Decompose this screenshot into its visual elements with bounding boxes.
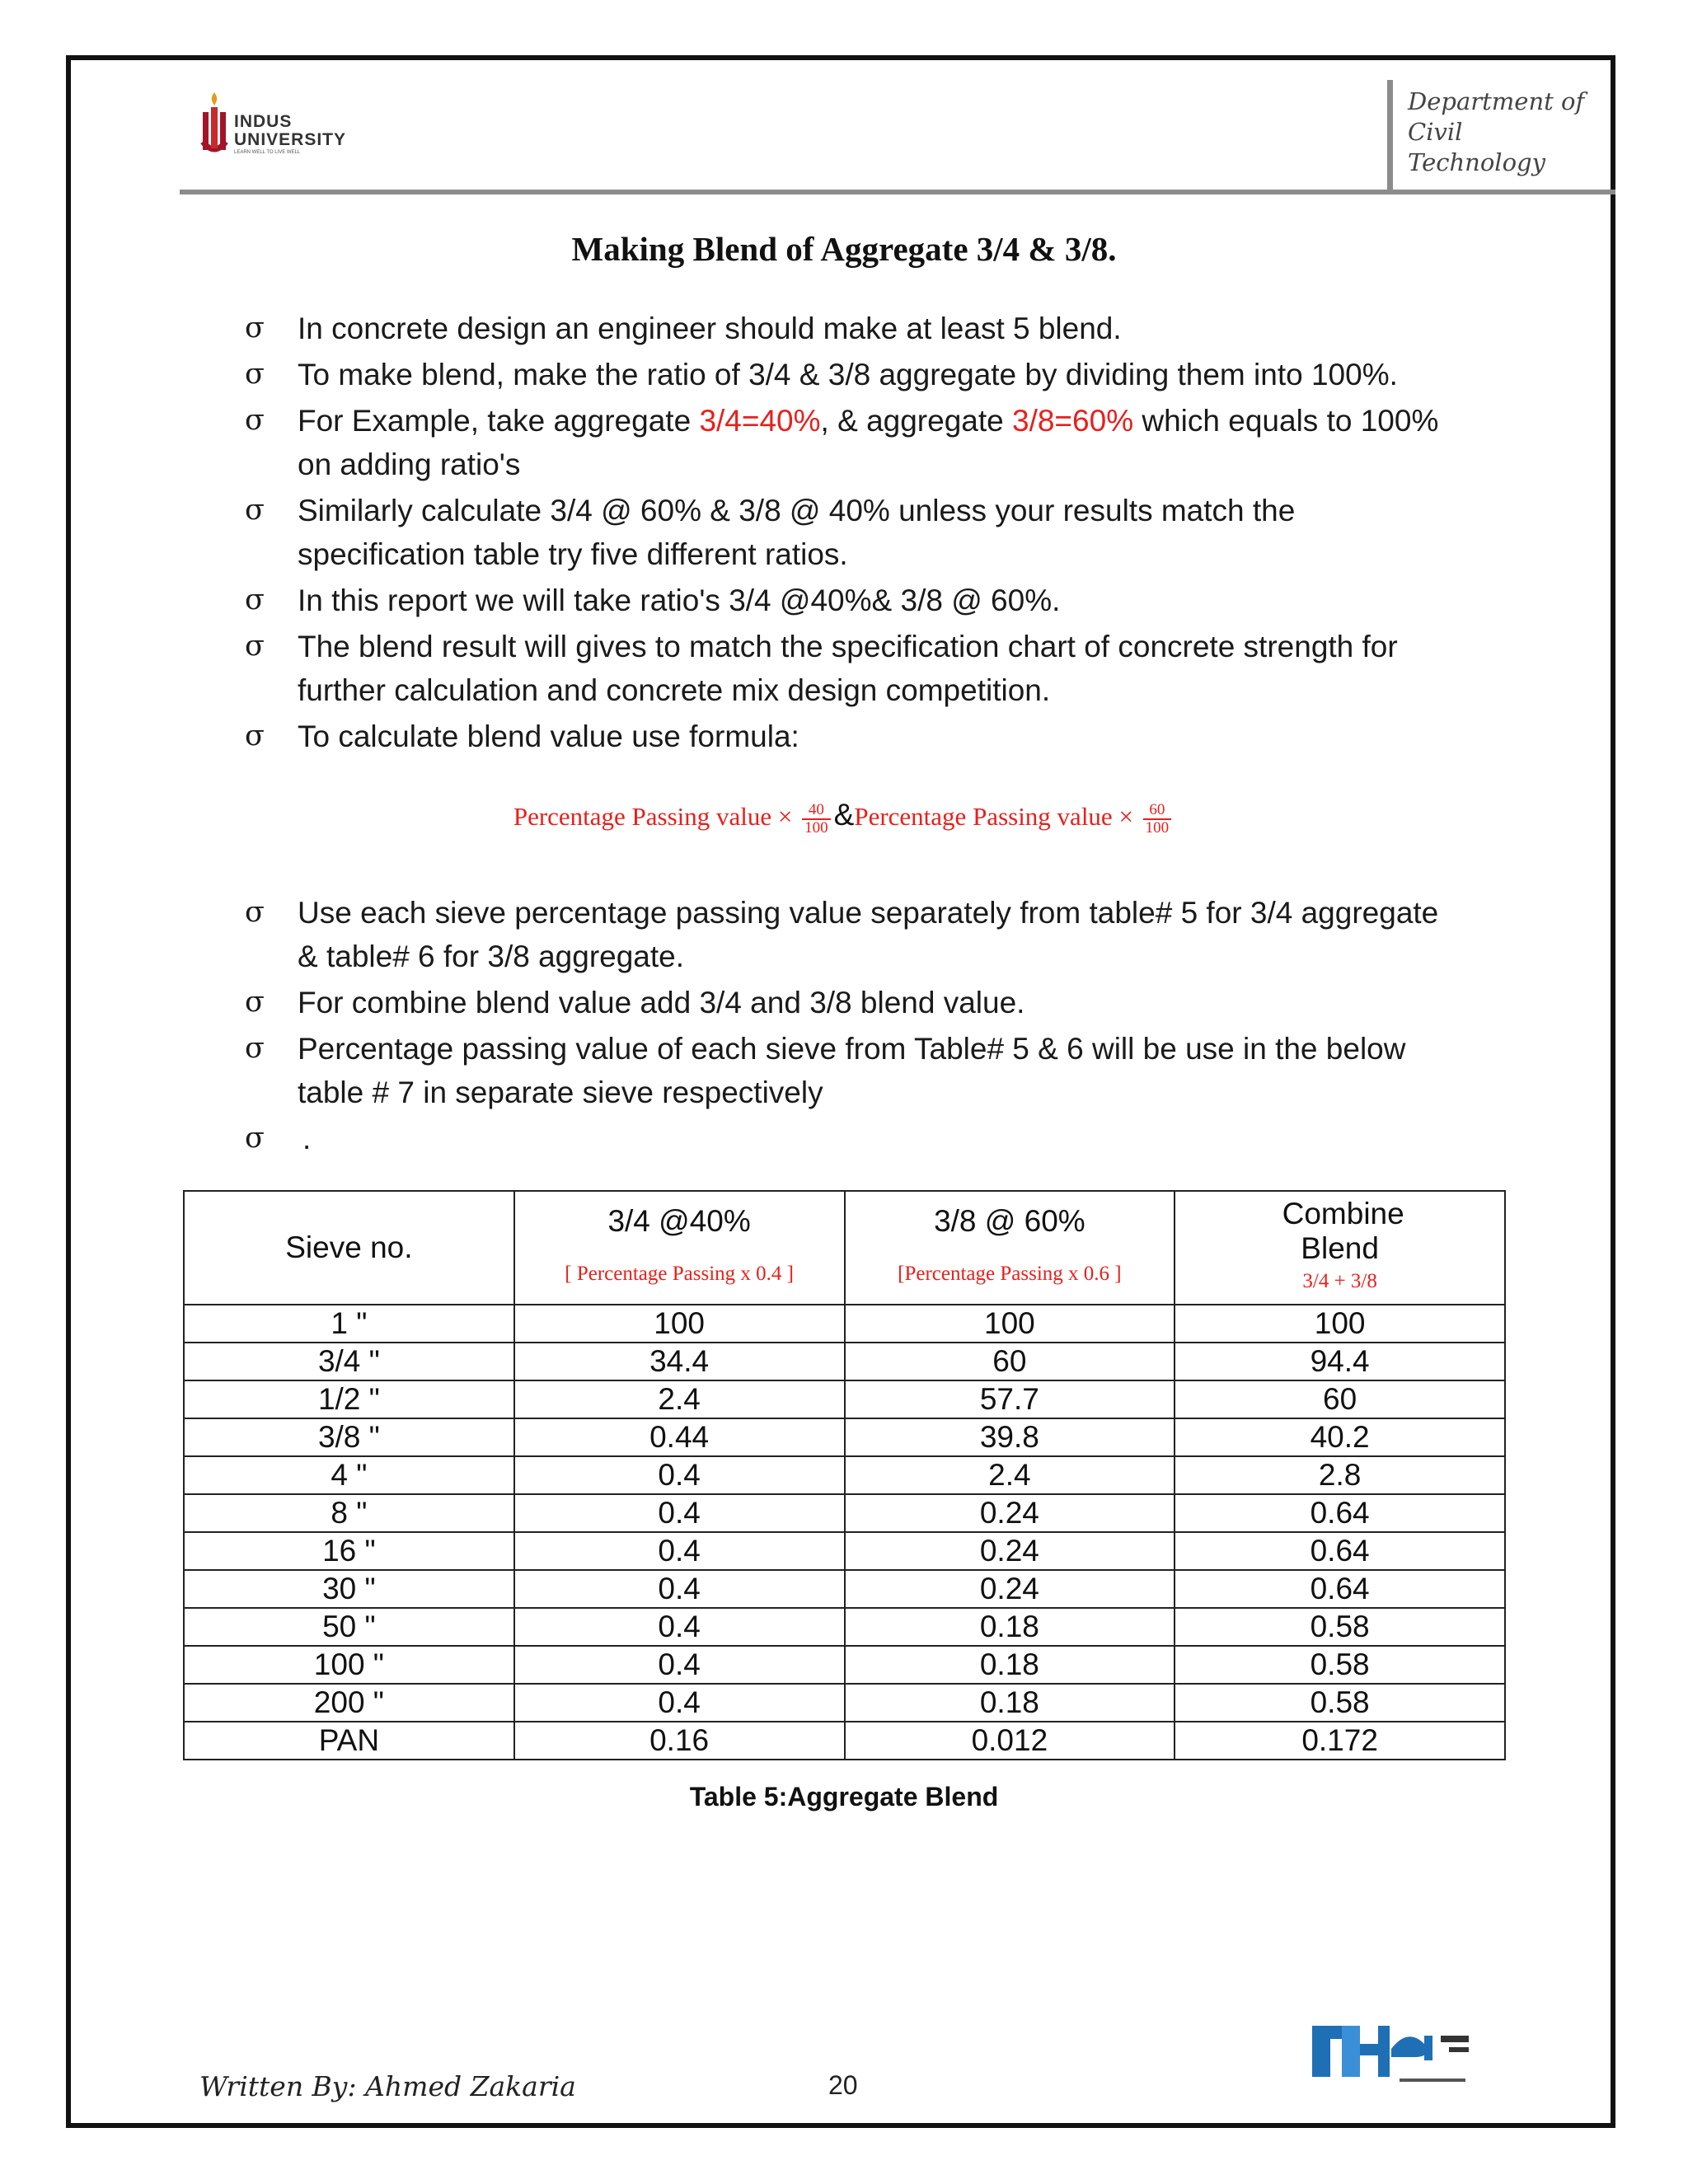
sieve-cell: 200 " [184,1684,514,1722]
bullet-symbol: σ [245,1032,265,1065]
bullet-text: which equals to 100% on adding ratio's [298,404,1439,481]
header-label: 3/8 @ 60% [934,1204,1085,1238]
bullet-text: Use each sieve percentage passing value separately from table# 5 for 3/4 aggregate & table# 6 for 3/8 aggregate. [298,896,1439,973]
logo-line2: UNIVERSITY [234,130,347,149]
combine-cell: 0.58 [1175,1608,1505,1646]
header-three-eighth [845,1191,1175,1305]
logo-tagline: LEARN WELL TO LIVE WELL [234,150,301,155]
combine-cell: 100 [1175,1305,1505,1343]
three-eighth-cell: 0.012 [845,1722,1175,1760]
bullet-item [245,1117,1465,1160]
three-eighth-cell: 0.18 [845,1608,1175,1646]
bullet-symbol: σ [245,312,265,344]
three-eighth-cell: 2.4 [845,1456,1175,1494]
bullet-text: The blend result will gives to match the specification chart of concrete strength for further calculation and concrete mix design competition. [298,630,1398,707]
table-row [184,1608,1505,1646]
bullet-symbol: σ [245,1122,265,1155]
bullet-text: Percentage passing value of each sieve from Table# 5 & 6 will be use in the below table # 7 in separate sieve respectively [298,1032,1406,1109]
bullet-symbol: σ [245,630,265,663]
table-header-row [184,1191,1505,1305]
bullet-text: , & aggregate [820,404,1012,438]
combine-cell: 94.4 [1175,1343,1505,1380]
three-quarter-cell: 0.4 [514,1494,845,1532]
bullet-text: For Example, take aggregate [298,404,700,438]
bullet-symbol: σ [245,986,265,1019]
fraction-denominator: 100 [804,818,828,837]
combine-cell: 0.64 [1175,1570,1505,1608]
three-quarter-cell: 0.4 [514,1646,845,1684]
indus-university-logo [198,91,363,157]
three-quarter-cell: 0.4 [514,1684,845,1722]
department-line: Department of [1408,87,1585,115]
bullet-symbol: σ [245,494,265,527]
aggregate-blend-table [183,1190,1506,1760]
three-eighth-cell: 0.18 [845,1684,1175,1722]
combine-cell: 0.58 [1175,1684,1505,1722]
bullet-symbol: σ [245,404,265,437]
university-emblem-icon [198,91,231,157]
footer-author: Written By: Ahmed Zakaria [199,2070,576,2102]
three-quarter-cell: 0.4 [514,1570,845,1608]
three-eighth-cell: 0.24 [845,1570,1175,1608]
three-eighth-cell: 0.18 [845,1646,1175,1684]
sieve-cell: PAN [184,1722,514,1760]
bullet-symbol: σ [245,358,265,391]
combine-cell: 0.64 [1175,1494,1505,1532]
page-number: 20 [828,2070,858,2100]
three-quarter-cell: 2.4 [514,1380,845,1418]
logo-line1: INDUS [234,112,293,131]
bullet-text: To make blend, make the ratio of 3/4 & 3/8 aggregate by dividing them into 100%. [298,358,1398,391]
combine-cell: 2.8 [1175,1456,1505,1494]
bullet-text: . [302,1122,312,1155]
table-row [184,1684,1505,1722]
header-divider-vertical [1387,80,1393,193]
department-line: Civil [1408,118,1463,146]
header-subtitle: [ Percentage Passing x 0.4 ] [565,1263,794,1285]
department-line: Technology [1408,148,1545,176]
department-label [1408,87,1584,178]
table-caption: Table 5:Aggregate Blend [689,1782,999,1811]
formula-fraction [802,802,831,837]
sieve-cell: 50 " [184,1608,514,1646]
combine-cell: 0.172 [1175,1722,1505,1760]
sieve-cell: 4 " [184,1456,514,1494]
bullet-item [245,307,1465,350]
formula-ampersand: & [833,798,855,832]
bullet-text: Similarly calculate 3/4 @ 60% & 3/8 @ 40% unless your results match the specification table try five different ratios. [298,494,1296,571]
page-title: Making Blend of Aggregate 3/4 & 3/8. [571,230,1117,268]
header-divider [180,190,1615,194]
bullet-item [245,625,1465,712]
bullet-symbol: σ [245,583,265,616]
header-subtitle: [Percentage Passing x 0.6 ] [898,1263,1122,1285]
header-label: 3/4 @40% [607,1204,751,1238]
bullet-item [245,489,1465,576]
formula-fraction [1143,802,1172,837]
bullet-item [245,981,1465,1024]
fraction-numerator: 60 [1143,802,1172,820]
table-row [184,1570,1505,1608]
header-subtitle: 3/4 + 3/8 [1302,1270,1377,1292]
bullet-list [245,307,1465,761]
table-row [184,1494,1505,1532]
bullet-item [245,399,1465,486]
header-combine-blend [1175,1191,1505,1305]
ratio-highlight: 3/8=60% [1012,404,1134,438]
three-quarter-cell: 0.44 [514,1418,845,1456]
table-row [184,1646,1505,1684]
bullet-item [245,353,1465,396]
bullet-text: In concrete design an engineer should make at least 5 blend. [298,312,1122,345]
table-row [184,1722,1505,1760]
table-row [184,1456,1505,1494]
combine-cell: 0.58 [1175,1646,1505,1684]
three-quarter-cell: 0.4 [514,1456,845,1494]
bullet-symbol: σ [245,896,265,929]
company-logo-icon [1309,2011,1490,2102]
ratio-highlight: 3/4=40% [699,404,821,438]
bullet-text: In this report we will take ratio's 3/4 @40%& 3/8 @ 60%. [298,583,1061,617]
three-eighth-cell: 60 [845,1343,1175,1380]
table-row [184,1532,1505,1570]
bullet-list-secondary [245,891,1465,1163]
sieve-cell: 30 " [184,1570,514,1608]
three-eighth-cell: 39.8 [845,1418,1175,1456]
header-label: Combine Blend [1282,1197,1404,1265]
sieve-cell: 100 " [184,1646,514,1684]
bullet-text: To calculate blend value use formula: [298,719,799,753]
three-eighth-cell: 0.24 [845,1494,1175,1532]
sieve-cell: 3/4 " [184,1343,514,1380]
combine-cell: 0.64 [1175,1532,1505,1570]
formula-part: Percentage Passing value × [854,802,1133,831]
fraction-denominator: 100 [1145,818,1170,837]
header-three-quarter [514,1191,845,1305]
sieve-cell: 3/8 " [184,1418,514,1456]
bullet-text: For combine blend value add 3/4 and 3/8 blend value. [298,986,1025,1019]
table-row [184,1418,1505,1456]
blend-formula [0,798,1688,837]
sieve-cell: 16 " [184,1532,514,1570]
table-row [184,1343,1505,1380]
header-label: Sieve no. [285,1230,413,1264]
sieve-cell: 8 " [184,1494,514,1532]
bullet-item [245,715,1465,758]
table-row [184,1305,1505,1343]
three-quarter-cell: 100 [514,1305,845,1343]
three-eighth-cell: 0.24 [845,1532,1175,1570]
three-quarter-cell: 34.4 [514,1343,845,1380]
sieve-cell: 1 " [184,1305,514,1343]
combine-cell: 40.2 [1175,1418,1505,1456]
table-row [184,1380,1505,1418]
three-quarter-cell: 0.4 [514,1608,845,1646]
three-quarter-cell: 0.16 [514,1722,845,1760]
combine-cell: 60 [1175,1380,1505,1418]
bullet-item [245,891,1465,978]
bullet-item [245,1027,1465,1114]
bullet-item [245,579,1465,622]
formula-part: Percentage Passing value × [513,802,793,831]
sieve-cell: 1/2 " [184,1380,514,1418]
header-sieve [184,1191,514,1305]
three-eighth-cell: 57.7 [845,1380,1175,1418]
three-eighth-cell: 100 [845,1305,1175,1343]
three-quarter-cell: 0.4 [514,1532,845,1570]
fraction-numerator: 40 [802,802,831,820]
bullet-symbol: σ [245,719,265,752]
